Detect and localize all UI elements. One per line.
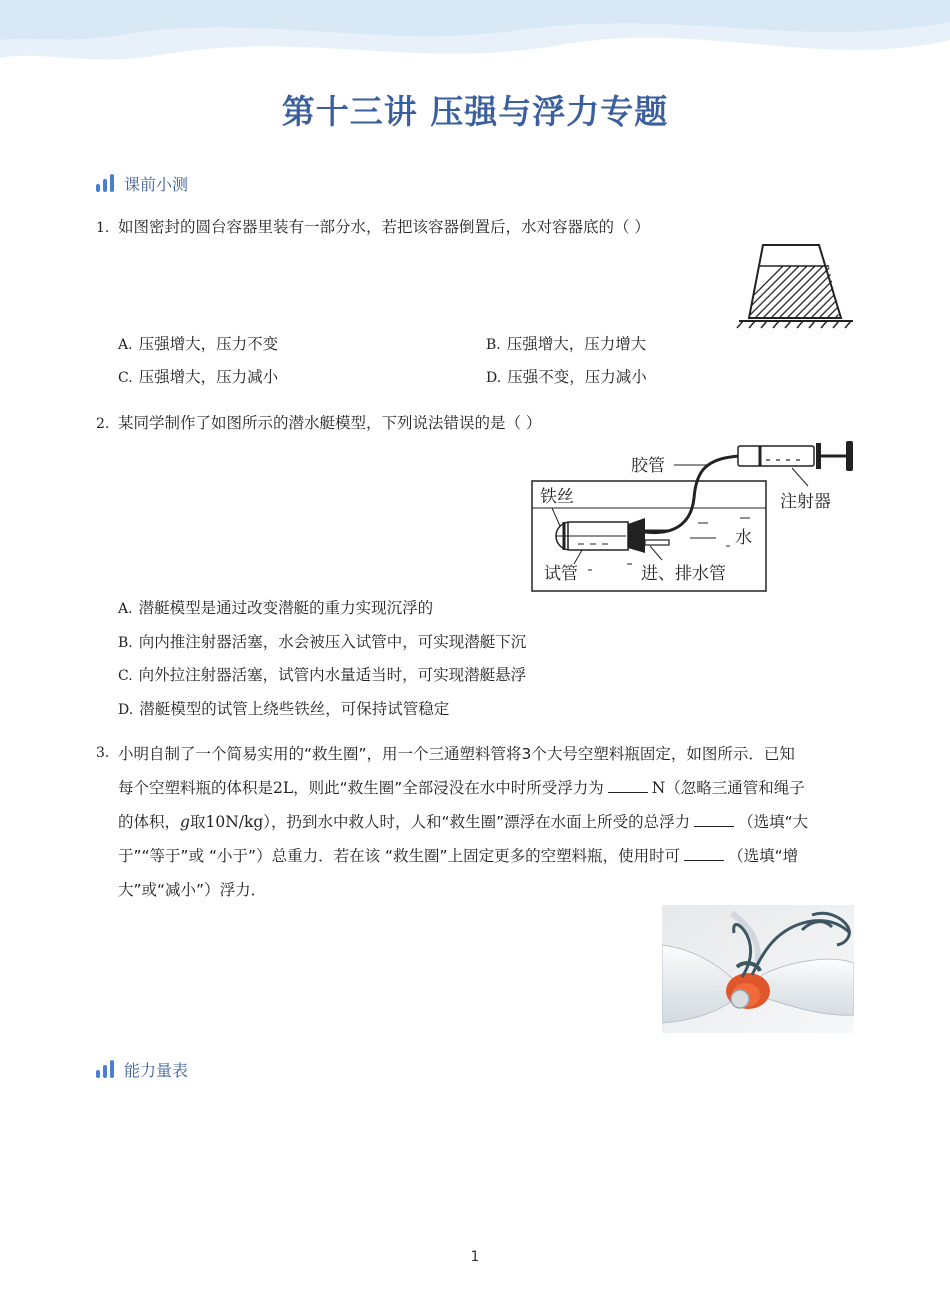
option-c[interactable]: C. 压强增大，压力减小: [118, 368, 279, 386]
frustum-container-figure: [735, 240, 857, 332]
option-c[interactable]: C. 向外拉注射器活塞，试管内水量适当时，可实现潜艇悬浮: [118, 666, 527, 684]
question-1: 1. 如图密封的圆台容器里装有一部分水，若把该容器倒置后，水对容器底的（ ）: [96, 218, 650, 236]
question-stem: 如图密封的圆台容器里装有一部分水，若把该容器倒置后，水对容器底的（ ）: [118, 218, 650, 236]
label-wire: 铁丝: [540, 487, 574, 507]
option-d[interactable]: D. 压强不变，压力减小: [486, 368, 647, 386]
question-stem: 某同学制作了如图所示的潜水艇模型，下列说法错误的是（ ）: [118, 414, 542, 432]
bar-chart-icon: [96, 174, 114, 192]
question-2: 2. 某同学制作了如图所示的潜水艇模型，下列说法错误的是（ ）: [96, 414, 542, 432]
section-label: 能力量表: [124, 1060, 189, 1080]
bar-chart-icon: [96, 1060, 114, 1078]
label-pipe: 进、排水管: [641, 564, 726, 584]
option-d[interactable]: D. 潜艇模型的试管上绕些铁丝，可保持试管稳定: [118, 700, 450, 718]
label-water: 水: [735, 528, 752, 548]
lifebuoy-photo: [662, 905, 854, 1033]
answer-blank[interactable]: [608, 778, 648, 793]
option-b[interactable]: B. 压强增大，压力增大: [486, 335, 647, 353]
page-title: 第十三讲 压强与浮力专题: [281, 92, 669, 131]
page-number: 1: [470, 1249, 480, 1265]
submarine-model-figure: [530, 438, 858, 596]
section-label: 课前小测: [124, 174, 189, 194]
answer-blank[interactable]: [684, 846, 724, 861]
label-test-tube: 试管: [544, 564, 578, 584]
question-3-number: 3.: [96, 745, 110, 761]
answer-blank[interactable]: [694, 812, 734, 827]
option-a[interactable]: A. 压强增大，压力不变: [118, 335, 279, 353]
label-syringe: 注射器: [780, 492, 831, 512]
section-header-ability: [96, 1058, 188, 1080]
option-a[interactable]: A. 潜艇模型是通过改变潜艇的重力实现沉浮的: [118, 599, 434, 617]
section-header-pre-test: [96, 172, 188, 194]
option-b[interactable]: B. 向内推注射器活塞，水会被压入试管中，可实现潜艇下沉: [118, 633, 527, 651]
label-tube: 胶管: [631, 456, 665, 476]
header-wave-decoration: [0, 0, 950, 80]
